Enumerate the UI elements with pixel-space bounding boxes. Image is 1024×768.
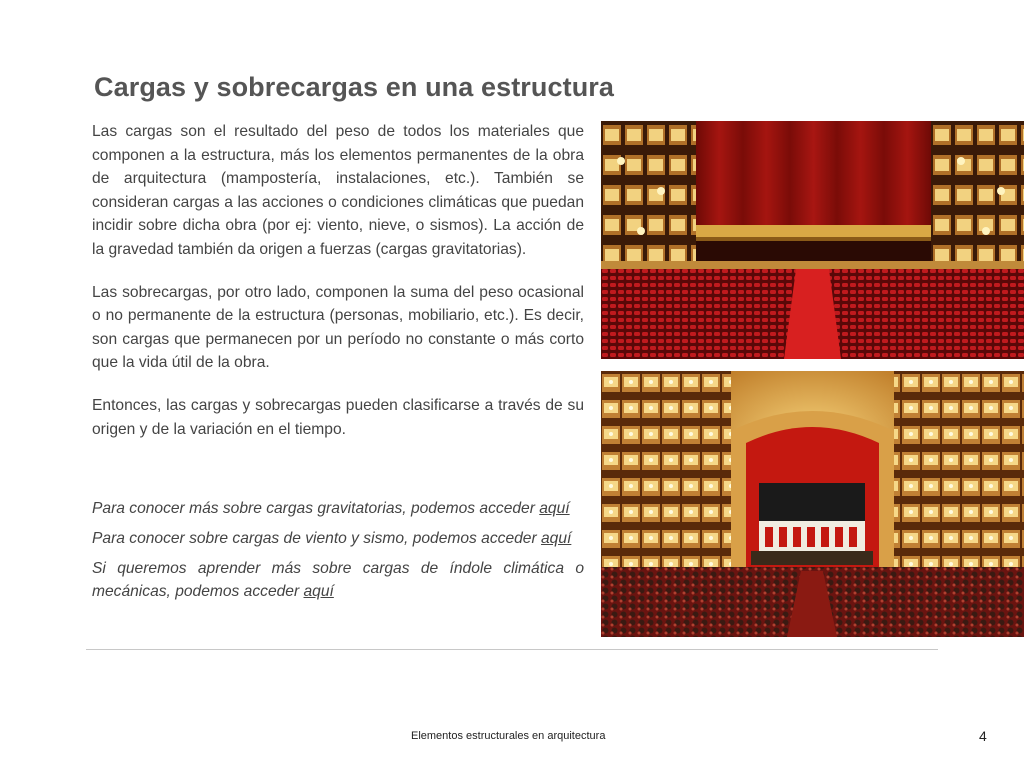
link-line-text: Para conocer más sobre cargas gravitatorias, podemos acceder: [92, 500, 540, 517]
footer-caption: Elementos estructurales en arquitectura: [411, 730, 606, 742]
link-climatica[interactable]: aquí: [303, 583, 334, 600]
slide-title: Cargas y sobrecargas en una estructura: [94, 72, 615, 102]
link-gravitatorias[interactable]: aquí: [539, 500, 570, 517]
theatre-stage-photo: [601, 121, 1024, 359]
link-viento-sismo[interactable]: aquí: [540, 530, 572, 547]
paragraph-sobrecargas: Las sobrecargas, por otro lado, componen la suma del peso ocasional o no permanente de la estructura (personas, mobiliario, etc.). Es decir, son cargas que permanecen por un período no constante o más corto que la vida útil de la obra.: [92, 283, 584, 372]
link-line-climatica: [92, 557, 584, 603]
links-block: [92, 497, 584, 610]
paragraph-clasificacion: Entonces, las cargas y sobrecargas pueden clasificarse a través de su origen y de la variación en el tiempo.: [92, 396, 584, 438]
link-line-gravitatorias: [92, 497, 584, 520]
theatre-audience-photo: [601, 371, 1024, 637]
body-text: [92, 120, 584, 460]
divider-line: [86, 649, 938, 650]
link-line-text: Si queremos aprender más sobre cargas de índole climática o mecánicas, podemos acceder: [92, 560, 584, 600]
paragraph-cargas: Las cargas son el resultado del peso de todos los materiales que componen a la estructura, más los elementos permanentes de la obra de arquitectura (mampostería, instalaciones, etc.). También se consideran cargas a las acciones o condiciones climáticas que puedan incidir sobre dicha obra (por ej: viento, nieve, o sismos). La acción de la gravedad también da origen a fuerzas (cargas gravitatorias).: [92, 123, 584, 258]
page-number: 4: [979, 728, 987, 744]
link-line-text: Para conocer sobre cargas de viento y sismo, podemos acceder: [92, 530, 541, 547]
link-line-viento-sismo: [92, 527, 584, 550]
